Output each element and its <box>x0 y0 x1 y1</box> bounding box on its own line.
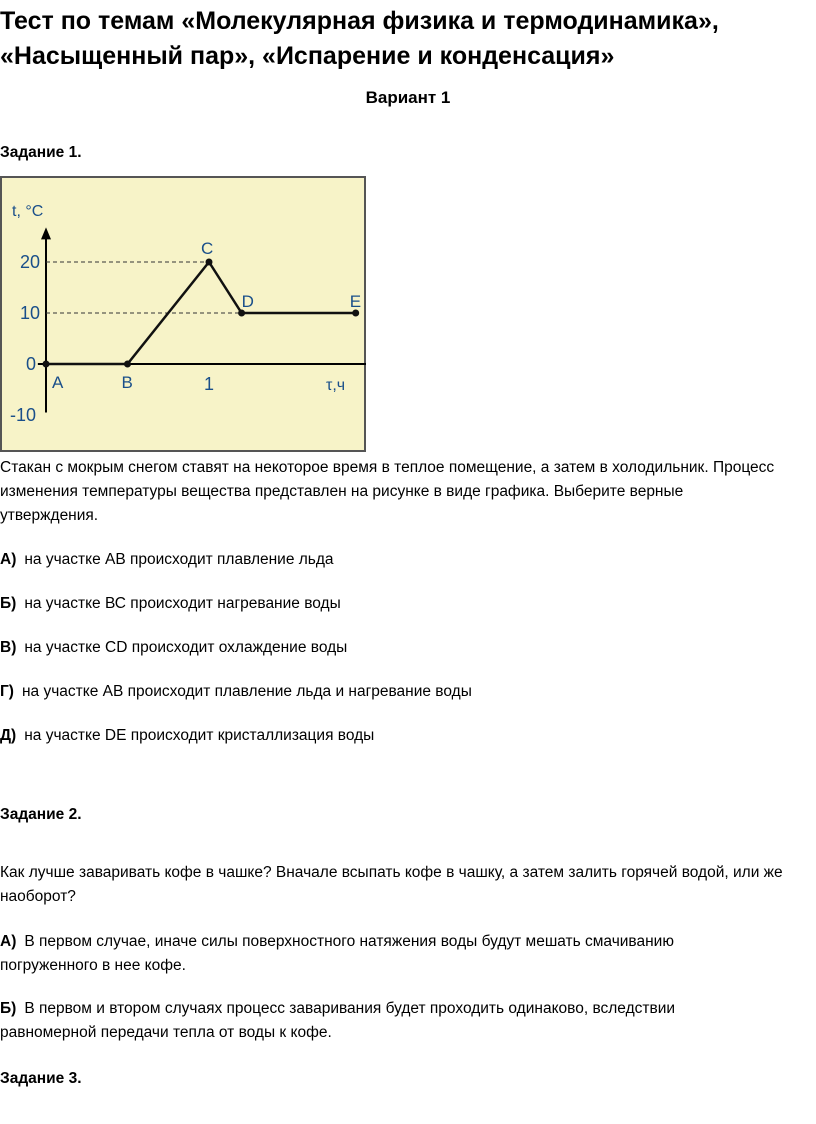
task1-text-line: изменения температуры вещества представлен на рисунке в виде графика. Выберите верные <box>0 483 684 500</box>
y-tick-label: 20 <box>20 252 41 272</box>
option-text: равномерной передачи тепла от воды к кофе. <box>0 1024 332 1041</box>
option-text: В первом случае, иначе силы поверхностного натяжения воды будут мешать смачиванию <box>24 933 674 950</box>
task1-text <box>0 456 816 528</box>
point-a <box>43 361 50 368</box>
task2-text-line: Как лучше заваривать кофе в чашке? Вначале всыпать кофе в чашку, а затем залить горячей водой, или же <box>0 864 783 881</box>
option-letter: Д) <box>0 727 17 744</box>
y-tick-label: -10 <box>10 405 37 425</box>
task2-heading: Задание 2. <box>0 806 82 823</box>
option-letter: Б) <box>0 595 17 612</box>
option-letter: А) <box>0 933 17 950</box>
task1-text-line: утверждения. <box>0 507 99 524</box>
option-text: на участке АВ происходит плавление льда <box>24 551 334 568</box>
point-label-e: E <box>349 292 362 311</box>
task1-option-v[interactable] <box>0 636 347 660</box>
option-letter: А) <box>0 551 17 568</box>
task3-heading: Задание 3. <box>0 1070 82 1087</box>
y-tick-label: 0 <box>26 354 37 374</box>
point-label-d: D <box>241 292 254 311</box>
option-text: на участке АВ происходит плавление льда и нагревание воды <box>21 683 472 700</box>
point-b <box>124 361 131 368</box>
task1-option-a[interactable] <box>0 548 334 572</box>
x-tick-label: 1 <box>204 374 215 394</box>
page-title <box>0 4 816 74</box>
option-letter: В) <box>0 639 17 656</box>
point-label-a: A <box>52 373 64 392</box>
option-text: В первом и втором случаях процесс заваривания будет проходить одинаково, вследствии <box>24 1000 676 1017</box>
option-text: на участке CD происходит охлаждение воды <box>24 639 348 656</box>
variant-label: Вариант 1 <box>365 88 451 107</box>
task1-text-line: Стакан с мокрым снегом ставят на некоторое время в теплое помещение, а затем в холодильник. Процесс <box>0 459 775 476</box>
task1-option-g[interactable] <box>0 680 472 704</box>
title-line-2: «Насыщенный пар», «Испарение и конденсация» <box>0 42 615 70</box>
option-text: на участке ВС происходит нагревание воды <box>24 595 341 612</box>
point-label-b: B <box>121 373 133 392</box>
task2-option-b[interactable] <box>0 997 816 1045</box>
task2-text-line: наоборот? <box>0 888 76 905</box>
title-line-1: Тест по темам «Молекулярная физика и термодинамика», <box>0 7 719 35</box>
x-axis-label: τ,ч <box>326 377 346 394</box>
point-label-c: C <box>201 239 214 258</box>
option-text: на участке DE происходит кристаллизация воды <box>24 727 375 744</box>
task1-option-d[interactable] <box>0 724 374 748</box>
option-letter: Б) <box>0 1000 17 1017</box>
y-tick-label: 10 <box>20 303 41 323</box>
point-c <box>206 259 213 266</box>
task1-heading: Задание 1. <box>0 144 82 161</box>
task2-option-a[interactable] <box>0 930 816 978</box>
option-text: погруженного в нее кофе. <box>0 957 186 974</box>
y-axis-label: t, °C <box>12 203 44 220</box>
option-letter: Г) <box>0 683 14 700</box>
task2-text <box>0 861 816 909</box>
temperature-chart <box>0 176 366 452</box>
task1-option-b[interactable] <box>0 592 341 616</box>
